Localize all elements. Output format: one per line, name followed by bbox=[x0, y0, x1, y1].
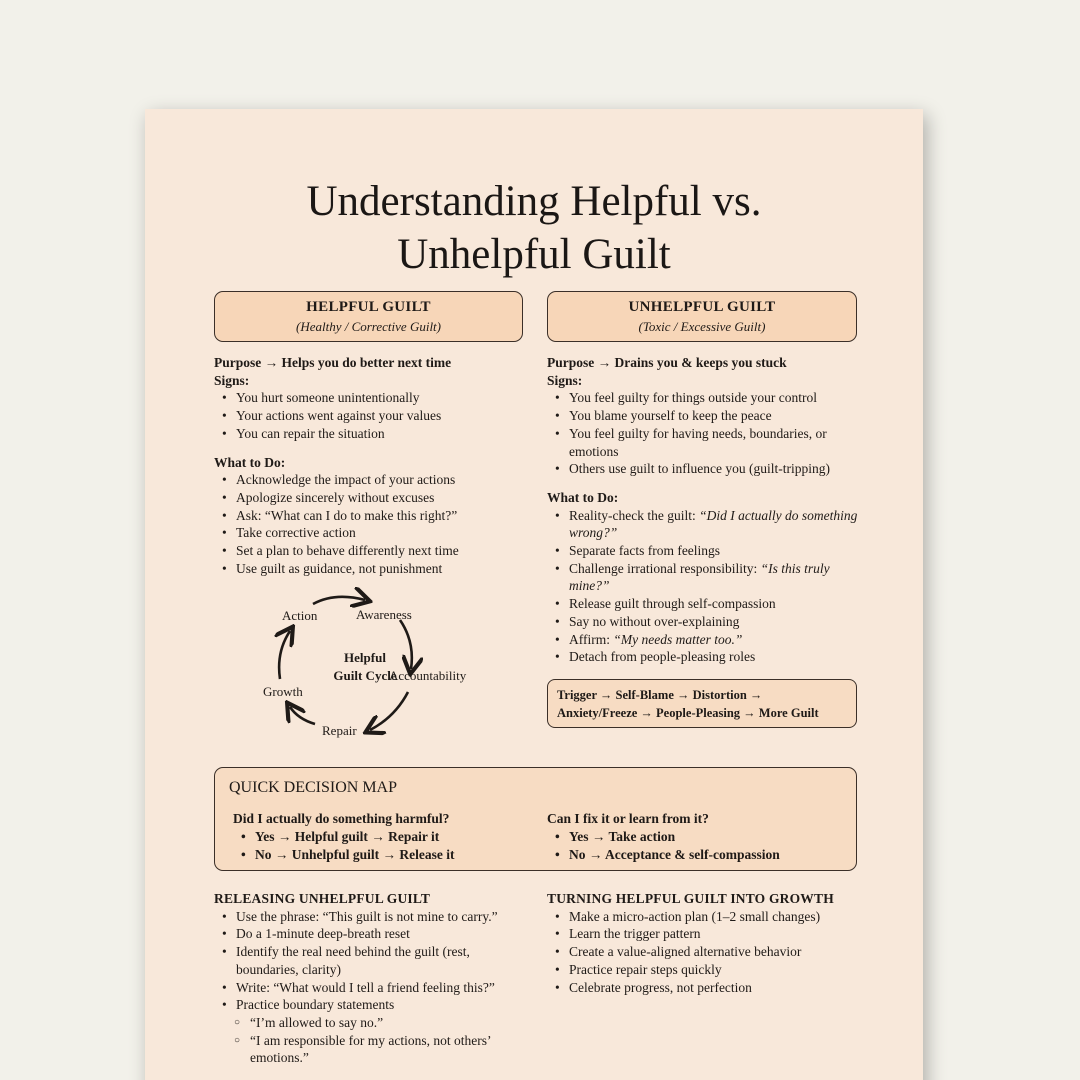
item-text: Release guilt through self-compassion bbox=[569, 596, 776, 612]
growth-list bbox=[553, 908, 867, 997]
list-item: • Practice repair steps quickly bbox=[553, 961, 867, 979]
list-item: • You blame yourself to keep the peace bbox=[553, 407, 867, 425]
growth-heading: TURNING HELPFUL GUILT INTO GROWTH bbox=[547, 891, 834, 906]
unhelpful-signs-list bbox=[553, 389, 867, 478]
worksheet-page bbox=[145, 109, 923, 1080]
cycle-step-repair: Repair bbox=[322, 723, 357, 738]
arrow-action-awareness bbox=[313, 597, 365, 604]
list-item: • Create a value-aligned alternative behavior bbox=[553, 943, 867, 961]
helpful-heading: HELPFUL GUILT bbox=[306, 299, 431, 315]
list-item: • Practice boundary statements bbox=[220, 996, 526, 1014]
question-text: Can I fix it or learn from it? bbox=[547, 811, 709, 826]
item-text: Affirm: bbox=[569, 631, 614, 647]
cycle-step-awareness: Awareness bbox=[356, 607, 412, 622]
list-item: • Identify the real need behind the guilt (rest, boundaries, clarity) bbox=[220, 943, 526, 978]
title-line-1: Understanding Helpful vs. bbox=[306, 178, 762, 225]
unhelpful-heading: UNHELPFUL GUILT bbox=[628, 299, 776, 315]
list-item bbox=[553, 631, 867, 649]
unhelpful-purpose: Purpose → Drains you & keeps you stuck bbox=[547, 355, 787, 370]
boundary-statements-list bbox=[234, 1014, 526, 1067]
page-title bbox=[145, 175, 923, 281]
list-item: • Do a 1-minute deep-breath reset bbox=[220, 925, 526, 943]
item-text: Detach from people-pleasing roles bbox=[569, 649, 756, 665]
cycle-step-action: Action bbox=[282, 608, 318, 623]
decision-question-2 bbox=[547, 810, 847, 864]
unhelpful-subheading: (Toxic / Excessive Guilt) bbox=[638, 319, 766, 334]
helpful-subheading: (Healthy / Corrective Guilt) bbox=[295, 319, 441, 334]
list-item bbox=[553, 542, 867, 560]
list-item bbox=[553, 507, 867, 542]
growth-section bbox=[547, 890, 867, 996]
helpful-todo-list bbox=[220, 471, 524, 577]
list-item: • You feel guilty for having needs, boundaries, or emotions bbox=[553, 425, 867, 460]
arrow-repair-growth bbox=[290, 707, 315, 724]
title-line-2: Unhelpful Guilt bbox=[397, 231, 671, 278]
list-item: • Write: “What would I tell a friend feeling this?” bbox=[220, 979, 526, 997]
list-item: • You hurt someone unintentionally bbox=[220, 389, 524, 407]
list-item bbox=[553, 560, 867, 595]
list-item: ○ “I’m allowed to say no.” bbox=[234, 1014, 526, 1032]
list-item: • Make a micro-action plan (1–2 small changes) bbox=[553, 908, 867, 926]
unhelpful-guilt-header bbox=[547, 291, 857, 342]
list-item: • Use the phrase: “This guilt is not mine to carry.” bbox=[220, 908, 526, 926]
list-item: • You can repair the situation bbox=[220, 425, 524, 443]
list-item bbox=[553, 648, 867, 666]
list-item: ○ “I am responsible for my actions, not others’ emotions.” bbox=[234, 1032, 526, 1067]
helpful-todo-label: What to Do: bbox=[214, 454, 286, 470]
unhelpful-guilt-chain bbox=[547, 679, 857, 728]
arrow-growth-action bbox=[279, 631, 290, 679]
list-item: • Learn the trigger pattern bbox=[553, 925, 867, 943]
chain-line-1: Trigger → Self-Blame → Distortion → bbox=[557, 688, 763, 702]
cycle-step-accountability: Accountability bbox=[389, 668, 467, 683]
list-item: • Yes → Helpful guilt → Repair it bbox=[239, 828, 533, 846]
arrow-accountability-repair bbox=[370, 692, 408, 730]
item-text: Reality-check the guilt: bbox=[569, 507, 700, 523]
list-item: • Celebrate progress, not perfection bbox=[553, 979, 867, 997]
helpful-signs-list bbox=[220, 389, 524, 442]
list-item: • Acknowledge the impact of your actions bbox=[220, 471, 524, 489]
list-item: • Set a plan to behave differently next time bbox=[220, 542, 524, 560]
unhelpful-todo-list bbox=[553, 507, 867, 666]
helpful-column bbox=[214, 354, 524, 577]
list-item bbox=[553, 595, 867, 613]
helpful-guilt-cycle-diagram bbox=[240, 587, 480, 747]
list-item: • Your actions went against your values bbox=[220, 407, 524, 425]
item-quote: “Is this truly mine?” bbox=[569, 560, 830, 594]
question-text: Did I actually do something harmful? bbox=[233, 811, 450, 826]
list-item: • Yes → Take action bbox=[553, 828, 847, 846]
releasing-list bbox=[220, 908, 526, 1014]
unhelpful-todo-label: What to Do: bbox=[547, 489, 619, 505]
list-item: • No → Unhelpful guilt → Release it bbox=[239, 846, 533, 864]
releasing-section bbox=[214, 890, 526, 1067]
list-item: • Ask: “What can I do to make this right?” bbox=[220, 507, 524, 525]
item-text: Say no without over-explaining bbox=[569, 613, 740, 629]
item-quote: “Did I actually do something wrong?” bbox=[569, 507, 858, 541]
decision-map-heading: QUICK DECISION MAP bbox=[229, 779, 398, 796]
list-item: • Others use guilt to influence you (guilt-tripping) bbox=[553, 460, 867, 478]
cycle-center-label bbox=[320, 649, 410, 685]
list-item: • Take corrective action bbox=[220, 524, 524, 542]
unhelpful-column bbox=[547, 354, 867, 666]
item-quote: “My needs matter too.” bbox=[613, 631, 743, 647]
cycle-center-line-2: Guilt Cycle bbox=[333, 668, 397, 683]
decision-question-1 bbox=[233, 810, 533, 864]
releasing-heading: RELEASING UNHELPFUL GUILT bbox=[214, 891, 431, 906]
chain-line-2: Anxiety/Freeze → People-Pleasing → More Guilt bbox=[557, 706, 819, 720]
cycle-step-growth: Growth bbox=[263, 684, 303, 699]
helpful-purpose: Purpose → Helps you do better next time bbox=[214, 355, 452, 370]
cycle-center-line-1: Helpful bbox=[344, 650, 386, 665]
list-item bbox=[553, 613, 867, 631]
helpful-signs-label: Signs: bbox=[214, 372, 250, 388]
item-text: Separate facts from feelings bbox=[569, 543, 721, 559]
item-text: Challenge irrational responsibility: bbox=[569, 560, 761, 576]
helpful-guilt-header bbox=[214, 291, 523, 342]
list-item: • No → Acceptance & self-compassion bbox=[553, 846, 847, 864]
list-item: • You feel guilty for things outside your control bbox=[553, 389, 867, 407]
unhelpful-signs-label: Signs: bbox=[547, 372, 583, 388]
list-item: • Use guilt as guidance, not punishment bbox=[220, 560, 524, 578]
quick-decision-map bbox=[214, 767, 857, 871]
list-item: • Apologize sincerely without excuses bbox=[220, 489, 524, 507]
